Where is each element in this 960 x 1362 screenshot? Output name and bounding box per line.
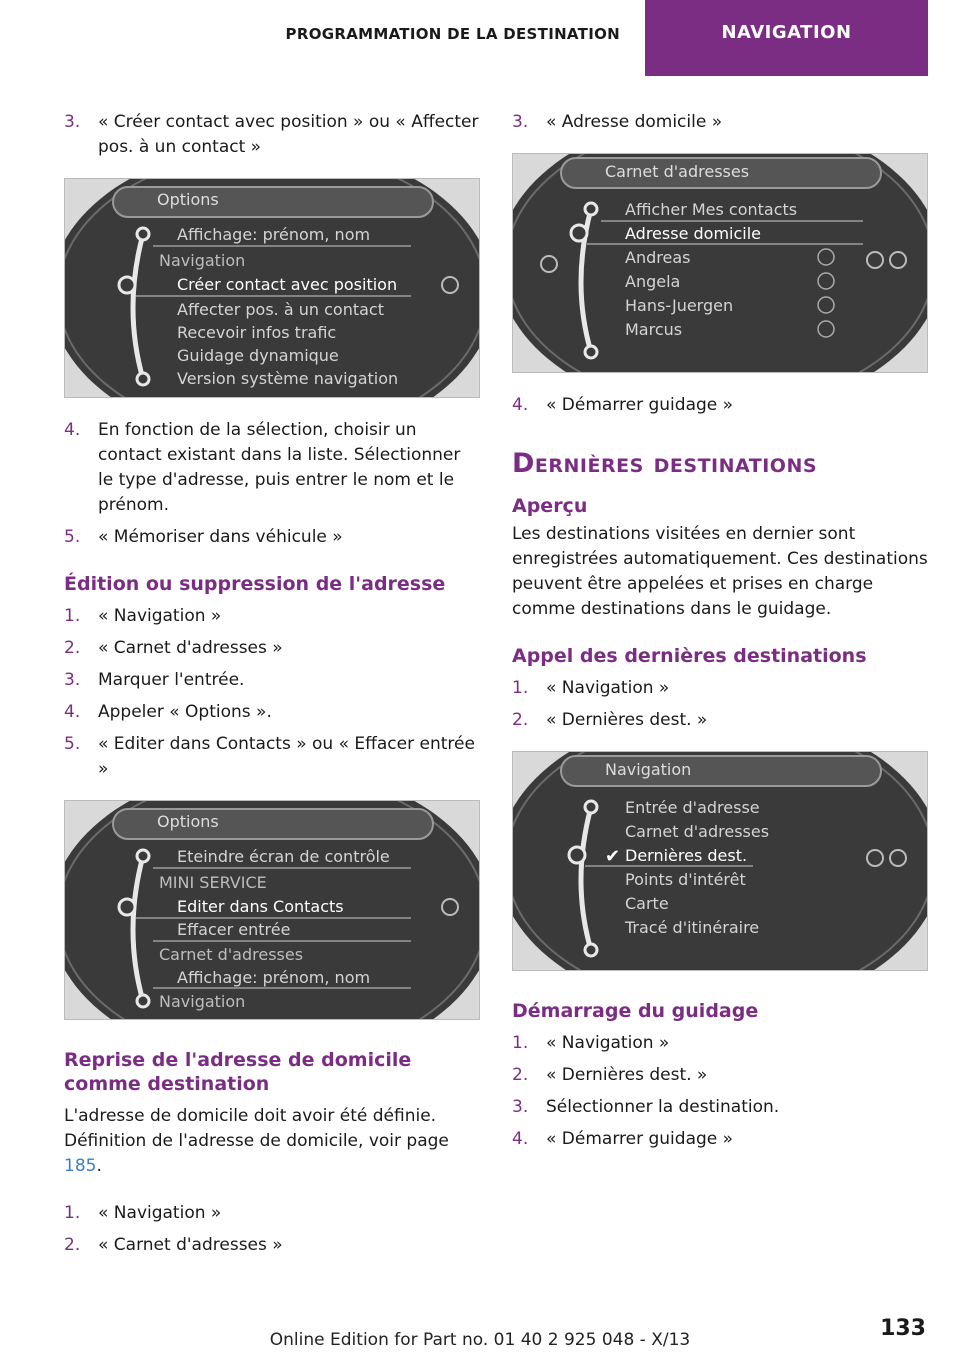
step: 2. « Dernières dest. » <box>512 1065 708 1085</box>
screen-options-create-contact <box>64 178 480 398</box>
step: 4. En fonction de la sélection, choisir un contact existant dans la liste. Sélectionner le type d'adresse, puis entrer le nom et le prénom. <box>64 420 461 515</box>
menu-item: Affecter pos. à un contact <box>177 300 384 319</box>
step: 1. « Navigation » <box>64 1203 222 1223</box>
menu-title: Navigation <box>605 760 692 779</box>
menu-item: Afficher Mes contacts <box>625 200 798 219</box>
menu-item: Affichage: prénom, nom <box>177 968 371 987</box>
menu-category: Carnet d'adresses <box>159 945 304 964</box>
menu-item: Recevoir infos trafic <box>177 323 337 342</box>
step: 2. « Dernières dest. » <box>512 710 708 730</box>
section-heading: Édition ou suppression de l'adresse <box>64 573 446 595</box>
menu-item: Eteindre écran de contrôle <box>177 847 390 866</box>
step: 3. « Créer contact avec position » ou « Affecter pos. à un contact » <box>64 112 479 157</box>
section-heading: Aperçu <box>512 495 588 517</box>
right-column <box>512 110 928 1159</box>
paragraph: L'adresse de domicile doit avoir été définie. Définition de l'adresse de domicile, voir page 185. <box>64 1106 449 1176</box>
display-frame-graphic <box>513 154 927 372</box>
menu-item: Andreas <box>625 248 691 267</box>
step: 5. « Mémoriser dans véhicule » <box>64 527 343 547</box>
left-column <box>64 110 480 1265</box>
step: 3. Marquer l'entrée. <box>64 670 245 690</box>
paragraph: Les destinations visitées en dernier sont enregistrées automatiquement. Ces destinations peuvent être appelées et prises en charge comme destinations dans le guidage. <box>512 524 928 619</box>
menu-item-selected: Créer contact avec position <box>177 275 398 294</box>
step: 2. « Carnet d'adresses » <box>64 1235 283 1255</box>
edition-footer: Online Edition for Part no. 01 40 2 925 048 - X/13 <box>269 1330 691 1350</box>
menu-item: Hans-Juergen <box>625 296 734 315</box>
menu-item: Version système navigation <box>177 369 399 388</box>
step: 5. « Editer dans Contacts » ou « Effacer entrée » <box>64 734 475 779</box>
menu-title: Carnet d'adresses <box>605 162 750 181</box>
menu-category: Navigation <box>159 992 246 1011</box>
screen-address-book <box>512 153 928 373</box>
section-heading: Reprise de l'adresse de domicile comme destination <box>64 1049 412 1095</box>
section-title: PROGRAMMATION DE LA DESTINATION <box>285 25 620 43</box>
screen-options-edit-contact <box>64 800 480 1020</box>
step: 3. Sélectionner la destination. <box>512 1097 780 1117</box>
menu-category: Navigation <box>159 251 246 270</box>
menu-item: Carnet d'adresses <box>625 822 770 841</box>
page-number: 133 <box>880 1316 926 1341</box>
menu-item-selected: Editer dans Contacts <box>177 897 344 916</box>
step: 1. « Navigation » <box>512 1033 670 1053</box>
step: 3. « Adresse domicile » <box>512 112 723 132</box>
chapter-heading: Dernières destinations <box>512 448 818 479</box>
menu-item: Effacer entrée <box>177 920 291 939</box>
checkmark-icon: ✔ <box>605 846 621 867</box>
step: 4. Appeler « Options ». <box>64 702 272 722</box>
menu-title: Options <box>157 190 219 209</box>
step: 2. « Carnet d'adresses » <box>64 638 283 658</box>
menu-item: Carte <box>625 894 669 913</box>
page-link[interactable]: 185 <box>64 1156 97 1176</box>
step: 4. « Démarrer guidage » <box>512 395 734 415</box>
screen-navigation-menu <box>512 751 928 971</box>
chapter-tab <box>645 0 928 76</box>
menu-item: Tracé d'itinéraire <box>625 918 760 937</box>
section-heading: Démarrage du guidage <box>512 1000 759 1022</box>
menu-item-selected: Dernières dest. <box>625 846 748 865</box>
step: 1. « Navigation » <box>512 678 670 698</box>
step: 4. « Démarrer guidage » <box>512 1129 734 1149</box>
menu-item: Affichage: prénom, nom <box>177 225 371 244</box>
menu-title: Options <box>157 812 219 831</box>
menu-item: Guidage dynamique <box>177 346 339 365</box>
menu-item: Angela <box>625 272 681 291</box>
chapter-tab-label: NAVIGATION <box>721 22 852 43</box>
menu-item: Marcus <box>625 320 683 339</box>
menu-item-selected: Adresse domicile <box>625 224 761 243</box>
menu-item: Entrée d'adresse <box>625 798 760 817</box>
menu-category: MINI SERVICE <box>159 873 267 892</box>
menu-item: Points d'intérêt <box>625 870 746 889</box>
step: 1. « Navigation » <box>64 606 222 626</box>
section-heading: Appel des dernières destinations <box>512 645 867 667</box>
